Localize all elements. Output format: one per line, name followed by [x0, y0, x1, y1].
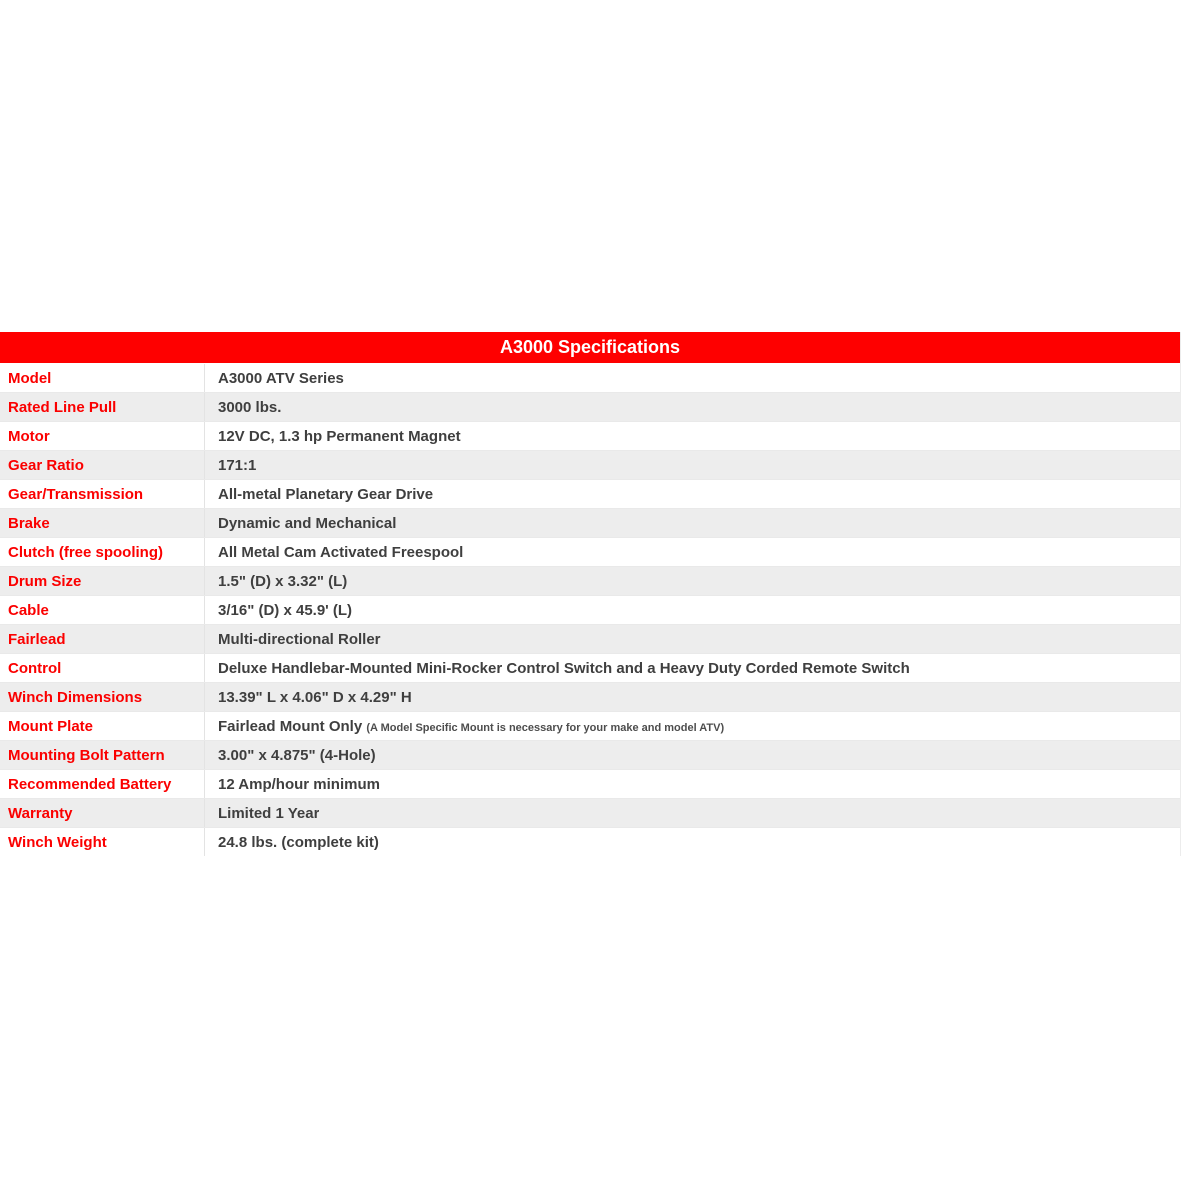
spec-value-text: A3000 ATV Series: [218, 369, 344, 387]
spec-label: Clutch (free spooling): [0, 538, 205, 566]
spec-label: Winch Dimensions: [0, 683, 205, 711]
spec-label: Drum Size: [0, 567, 205, 595]
spec-value-text: 12V DC, 1.3 hp Permanent Magnet: [218, 427, 461, 445]
spec-row: [0, 566, 1180, 595]
spec-label: Fairlead: [0, 625, 205, 653]
spec-value-text: 1.5" (D) x 3.32" (L): [218, 572, 348, 590]
spec-label: Gear Ratio: [0, 451, 205, 479]
spec-label: Control: [0, 654, 205, 682]
spec-row: [0, 769, 1180, 798]
spec-value-text: 12 Amp/hour minimum: [218, 775, 380, 793]
spec-value-text: 24.8 lbs. (complete kit): [218, 833, 379, 851]
spec-value-text: Dynamic and Mechanical: [218, 514, 397, 532]
spec-label: Winch Weight: [0, 828, 205, 856]
spec-row: [0, 740, 1180, 769]
spec-label: Rated Line Pull: [0, 393, 205, 421]
spec-row: [0, 363, 1180, 392]
spec-value-text: All Metal Cam Activated Freespool: [218, 543, 464, 561]
specifications-table-title: A3000 Specifications: [0, 332, 1180, 363]
spec-row: [0, 508, 1180, 537]
spec-label: Model: [0, 364, 205, 392]
spec-row: [0, 595, 1180, 624]
spec-value-text: 3.00" x 4.875" (4-Hole): [218, 746, 376, 764]
spec-row: [0, 682, 1180, 711]
spec-row: [0, 624, 1180, 653]
specifications-rows: [0, 363, 1180, 856]
spec-row: [0, 537, 1180, 566]
spec-row: [0, 798, 1180, 827]
spec-value-note: (A Model Specific Mount is necessary for your make and model ATV): [366, 721, 725, 734]
spec-label: Warranty: [0, 799, 205, 827]
spec-row: [0, 421, 1180, 450]
spec-value-text: Fairlead Mount Only: [218, 717, 363, 735]
specifications-table: [0, 332, 1181, 856]
spec-row: [0, 653, 1180, 682]
spec-label: Mounting Bolt Pattern: [0, 741, 205, 769]
spec-label: Cable: [0, 596, 205, 624]
spec-value-text: Limited 1 Year: [218, 804, 320, 822]
spec-row: [0, 392, 1180, 421]
spec-label: Motor: [0, 422, 205, 450]
spec-row: [0, 711, 1180, 740]
spec-value-text: 13.39" L x 4.06" D x 4.29" H: [218, 688, 412, 706]
spec-row: [0, 479, 1180, 508]
spec-label: Recommended Battery: [0, 770, 205, 798]
spec-row: [0, 450, 1180, 479]
spec-value-text: 171:1: [218, 456, 257, 474]
spec-label: Mount Plate: [0, 712, 205, 740]
spec-value-text: Multi-directional Roller: [218, 630, 381, 648]
spec-value-text: All-metal Planetary Gear Drive: [218, 485, 434, 503]
spec-value-text: 3000 lbs.: [218, 398, 282, 416]
spec-row: [0, 827, 1180, 856]
spec-label: Gear/Transmission: [0, 480, 205, 508]
spec-value-text: Deluxe Handlebar-Mounted Mini-Rocker Control Switch and a Heavy Duty Corded Remote Switch: [218, 659, 910, 677]
spec-label: Brake: [0, 509, 205, 537]
spec-value-text: 3/16" (D) x 45.9' (L): [218, 601, 353, 619]
